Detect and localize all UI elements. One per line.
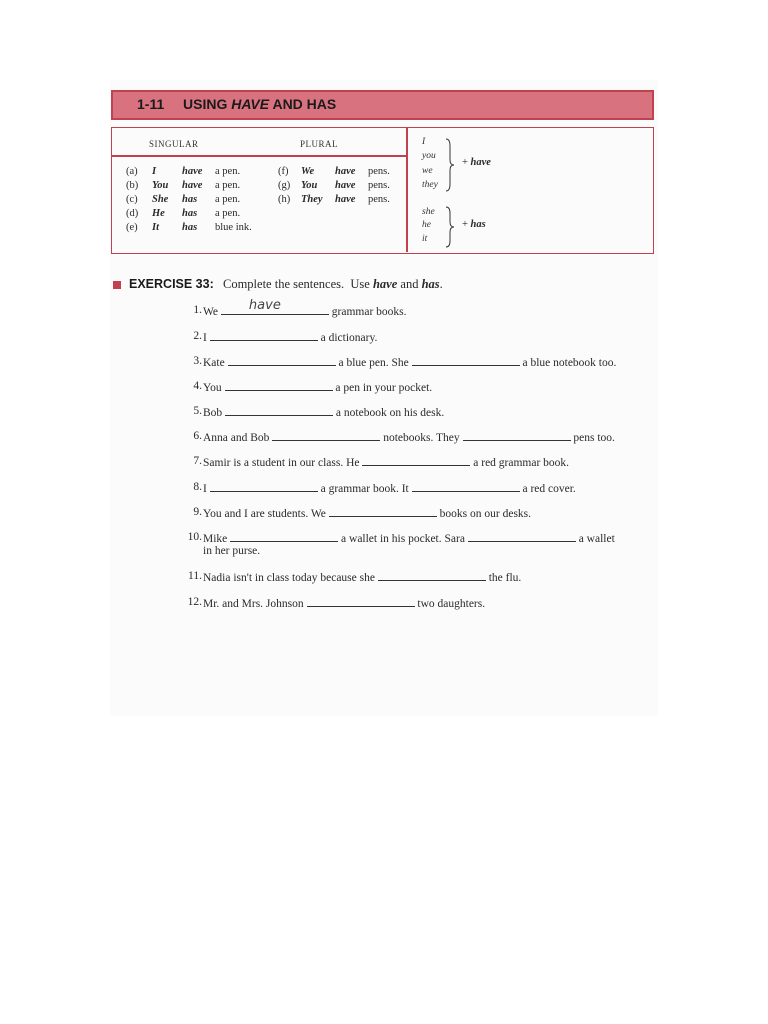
answer-blank[interactable] [378,568,486,581]
answer-blank[interactable] [468,529,576,542]
brace-have [445,138,455,192]
bullet-square-icon [113,281,121,289]
singular-header: SINGULAR [149,139,199,149]
pronoun-label: they [422,180,438,190]
has-rule: + has [462,219,486,230]
pronoun-label: we [422,166,433,176]
pronoun-label: she [422,207,435,217]
chart-divider-horizontal [112,155,407,157]
handwritten-answer: have [248,298,281,313]
answer-blank[interactable] [412,479,520,492]
answer-blank[interactable] [225,403,333,416]
answer-blank[interactable] [362,453,470,466]
answer-blank[interactable] [412,353,520,366]
brace-has [445,206,455,248]
chart-divider-vertical [406,128,408,252]
answer-blank[interactable] [221,298,329,315]
pronoun-label: I [422,137,426,147]
answer-blank[interactable] [228,353,336,366]
pronoun-label: he [422,220,431,230]
exercise-instruction: Complete the sentences. Use have and has. [223,277,443,291]
answer-blank[interactable] [329,504,437,517]
have-rule: + have [462,157,491,168]
answer-blank[interactable] [225,378,333,391]
answer-blank[interactable] [210,479,318,492]
grammar-chart: SINGULAR PLURAL (a) I have a pen. (b) You have a pen. (c) She has a pen. (d) He has a pen. (e) It has blue ink. (f) We have pens. (g) You have pens. (h) They have pens. I you we they + have she he it + has [111,127,654,254]
answer-blank[interactable] [307,594,415,607]
answer-blank[interactable] [463,428,571,441]
answer-blank[interactable] [210,328,318,341]
answer-blank[interactable] [230,529,338,542]
pronoun-label: you [422,151,436,161]
exercise-label: EXERCISE 33: [129,277,214,291]
pronoun-label: it [422,234,428,244]
section-title: USING HAVE AND HAS [183,96,337,112]
section-title-bar [111,90,654,120]
section-number: 1-11 [137,96,165,112]
plural-header: PLURAL [300,139,339,149]
answer-blank[interactable] [272,428,380,441]
